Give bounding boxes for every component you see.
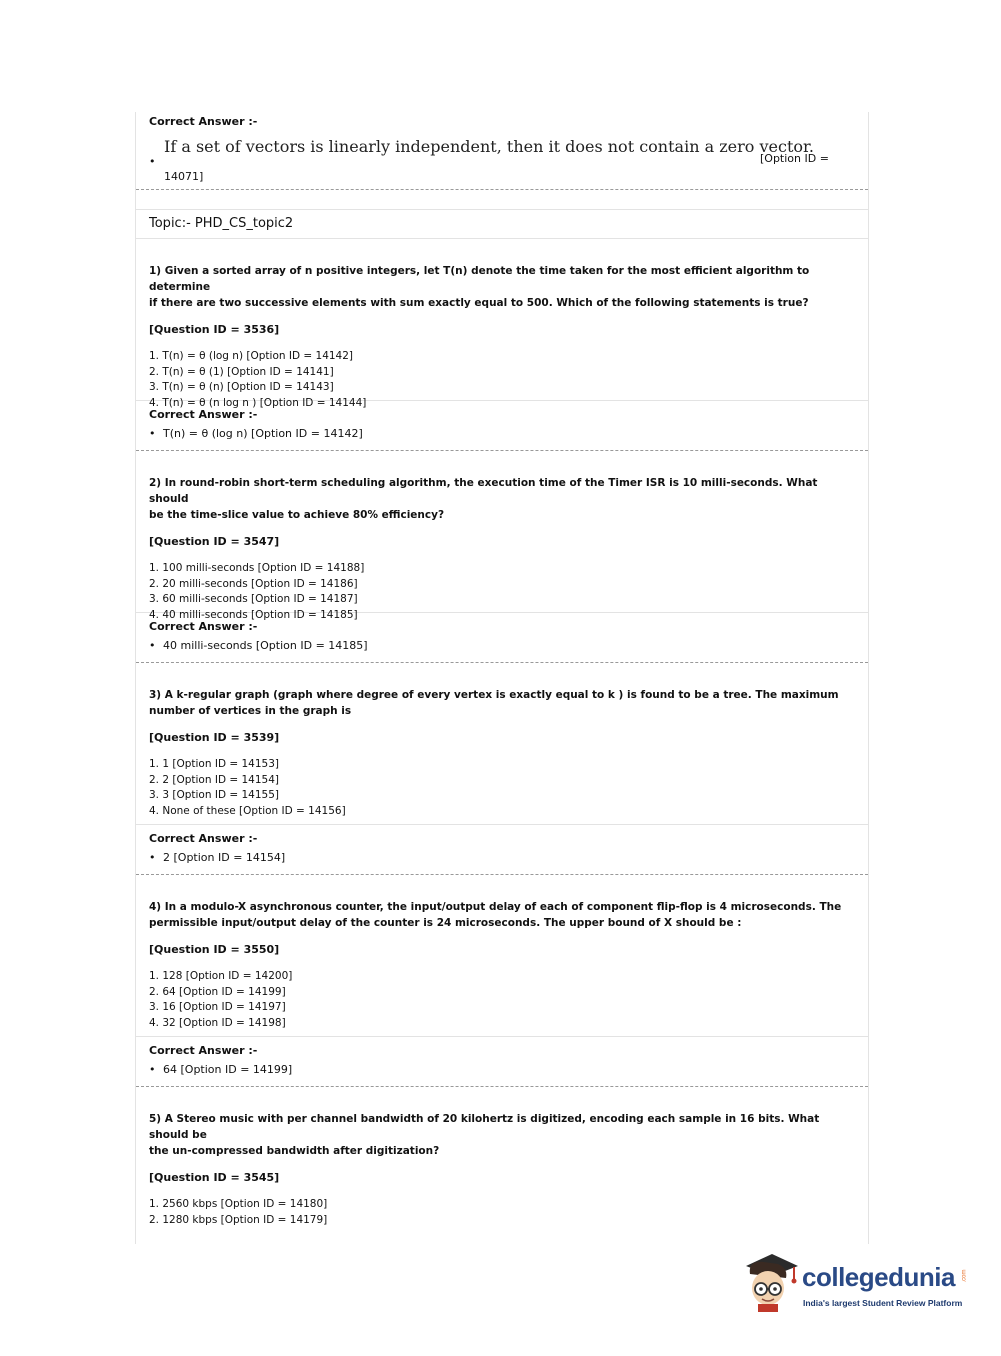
option-id-suffix: 14071] [164,170,204,183]
question-text [136,475,868,523]
option-list [136,757,868,820]
question-id: [Question ID = 3545] [149,1171,280,1184]
correct-answer-text: 64 [Option ID = 14199] [163,1063,293,1076]
option-item: 4. 32 [Option ID = 14198] [149,1017,286,1030]
topic-heading: Topic:- PHD_CS_topic2 [136,209,868,239]
question-text-line: if there are two successive elements with sum exactly equal to 500. Which of the following statements is true? [149,297,809,309]
option-item: 2. 1280 kbps [Option ID = 14179] [149,1213,328,1226]
question-id: [Question ID = 3539] [149,731,280,744]
option-item: 2. 20 milli-seconds [Option ID = 14186] [149,577,358,590]
question-text-line: number of vertices in the graph is [149,705,352,717]
question-text-line: 4) In a modulo-X asynchronous counter, the input/output delay of each of component flip-flop is 4 microseconds. The [149,901,842,913]
correct-answer-section [136,825,868,875]
correct-answer-text: 2 [Option ID = 14154] [163,851,286,864]
question-id: [Question ID = 3550] [149,943,280,956]
correct-answer-section [136,613,868,663]
option-item: 4. None of these [Option ID = 14156] [149,805,346,818]
brand-name: collegedunia [802,1262,955,1292]
bullet-dot: • [149,639,156,652]
question-paper-page [135,112,869,1244]
question-block [136,1087,868,1226]
correct-answer-item [136,850,868,866]
option-item: 2. 64 [Option ID = 14199] [149,985,286,998]
option-item: 2. T(n) = θ (1) [Option ID = 14141] [149,365,334,378]
option-item: 1. 100 milli-seconds [Option ID = 14188] [149,562,365,574]
question-text [136,687,868,719]
mascot-icon [742,1248,802,1314]
previous-answer-section [136,112,868,190]
correct-answer-text: If a set of vectors is linearly independent, then it does not contain a zero vector. [164,137,814,156]
question-block [136,239,868,410]
question-text-line: be the time-slice value to achieve 80% efficiency? [149,509,445,521]
bullet-dot: • [149,427,156,440]
correct-answer-item [136,1062,868,1078]
question-block [136,875,868,1037]
correct-answer-label: Correct Answer :- [149,620,258,633]
question-list [136,239,868,1226]
question-text [136,899,868,931]
brand-domain: .com [961,1269,968,1283]
correct-answer-item [136,638,868,654]
question-text-line: 1) Given a sorted array of n positive integers, let T(n) denote the time taken for the most efficient algorithm to determine [149,265,810,293]
question-text-line: permissible input/output delay of the counter is 24 microseconds. The upper bound of X should be : [149,917,742,929]
correct-answer-text: T(n) = θ (log n) [Option ID = 14142] [163,427,363,440]
question-text-line: 2) In round-robin short-term scheduling algorithm, the execution time of the Timer ISR is 10 milli-seconds. What should [149,477,818,505]
option-item: 4. T(n) = θ (n log n ) [Option ID = 14144] [149,397,367,410]
question-text [136,1111,868,1159]
question-text [136,263,868,311]
correct-answer-label: Correct Answer :- [149,408,258,421]
option-item: 4. 40 milli-seconds [Option ID = 14185] [149,609,358,622]
bullet-dot: • [149,155,156,168]
option-item: 1. T(n) = θ (log n) [Option ID = 14142] [149,350,354,362]
correct-answer-text: 40 milli-seconds [Option ID = 14185] [163,639,368,652]
bullet-dot: • [149,851,156,864]
option-list [136,969,868,1032]
question-text-line: 3) A k-regular graph (graph where degree of every vertex is exactly equal to k ) is found to be a tree. The maximum [149,689,839,701]
question-text-line: 5) A Stereo music with per channel bandwidth of 20 kilohertz is digitized, encoding each sample in 16 bits. What should be [149,1113,820,1141]
brand-tagline: India's largest Student Review Platform [803,1298,963,1308]
option-item: 1. 1 [Option ID = 14153] [149,758,280,770]
option-list [136,1197,868,1228]
option-item: 3. 16 [Option ID = 14197] [149,1001,286,1014]
correct-answer-label: Correct Answer :- [149,1044,258,1057]
correct-answer-section [136,1037,868,1087]
bullet-dot: • [149,1063,156,1076]
option-item: 2. 2 [Option ID = 14154] [149,773,280,786]
correct-answer-section [136,401,868,451]
question-id: [Question ID = 3547] [149,535,280,548]
option-item: 3. 3 [Option ID = 14155] [149,789,280,802]
question-block [136,663,868,825]
option-id-prefix: [Option ID = [760,152,829,165]
collegedunia-logo [742,1248,972,1318]
correct-answer-label: Correct Answer :- [149,115,258,128]
option-item: 1. 2560 kbps [Option ID = 14180] [149,1198,328,1210]
correct-answer-label: Correct Answer :- [149,832,258,845]
option-item: 3. 60 milli-seconds [Option ID = 14187] [149,593,358,606]
option-item: 1. 128 [Option ID = 14200] [149,970,293,982]
question-text-line: the un-compressed bandwidth after digitization? [149,1145,440,1157]
question-id: [Question ID = 3536] [149,323,280,336]
question-block [136,451,868,622]
correct-answer-item [136,426,868,442]
option-item: 3. T(n) = θ (n) [Option ID = 14143] [149,381,334,394]
